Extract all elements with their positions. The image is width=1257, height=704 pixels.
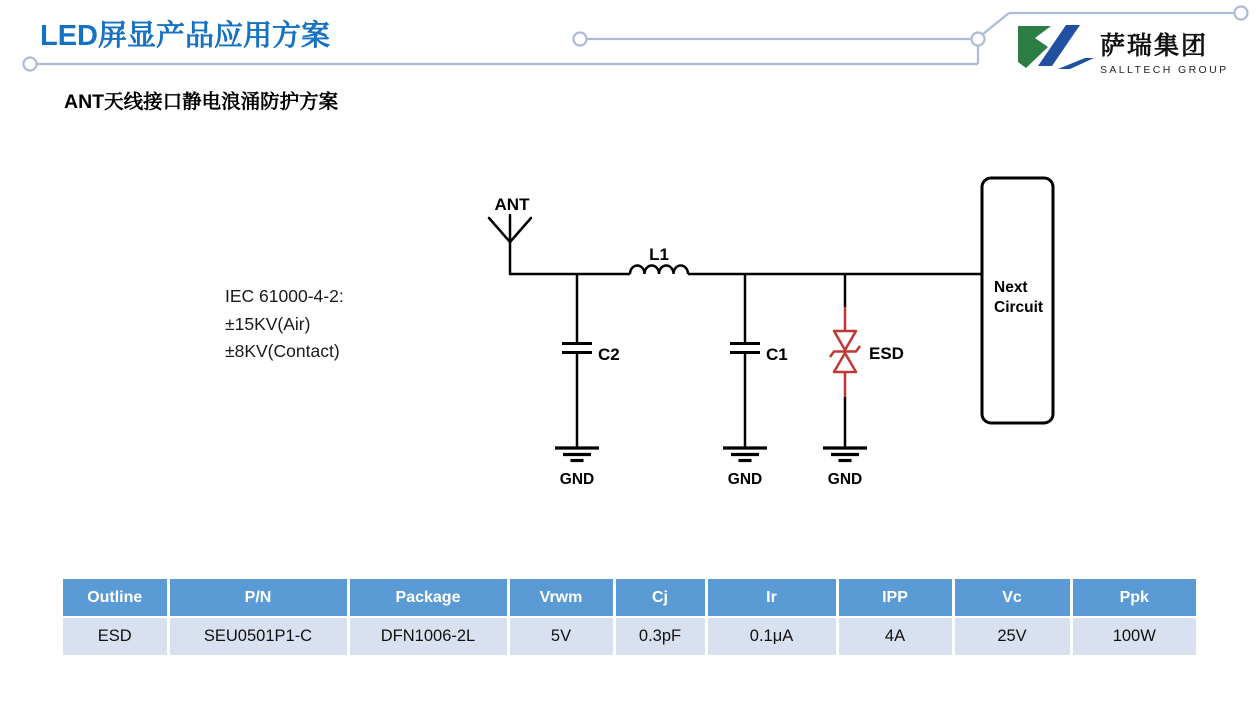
esd-tvs-diode-icon [830,274,860,448]
iec-note-line2: ±15KV(Air) [225,313,311,334]
col-header-vc: Vc [953,579,1071,617]
cell-outline: ESD [63,617,168,655]
cell-ppk: 100W [1071,617,1196,655]
iec-note-line1: IEC 61000-4-2: [225,286,344,306]
col-header-outline: Outline [63,579,168,617]
next-circuit-label-line2: Circuit [994,299,1044,316]
cell-package: DFN1006-2L [348,617,508,655]
inductor-coil-icon [630,266,688,275]
cap1-label: C1 [766,345,788,364]
antenna-icon [489,215,531,274]
col-header-cj: Cj [614,579,706,617]
capacitor-c2-icon [562,274,592,448]
col-header-pn: P/N [168,579,348,617]
cell-vc: 25V [953,617,1071,655]
col-header-package: Package [348,579,508,617]
signal-line [510,266,982,275]
next-circuit-label-line1: Next [994,279,1028,296]
gnd2-label: GND [727,471,763,488]
spec-table-header-row [63,579,1196,617]
col-header-ppk: Ppk [1071,579,1196,617]
esd-label: ESD [869,344,904,363]
cell-ir: 0.1μA [706,617,837,655]
spec-table-data-row [63,617,1196,655]
cell-cj: 0.3pF [614,617,706,655]
cell-ipp: 4A [837,617,953,655]
company-name-cn: 萨瑞集团 [1100,32,1209,60]
gnd3-label: GND [827,471,863,488]
iec-note-line3: ±8KV(Contact) [225,341,340,361]
col-header-ir: Ir [706,579,837,617]
page-title: LED屏显产品应用方案 [40,20,331,52]
section-subtitle: ANT天线接口静电浪涌防护方案 [64,91,339,113]
cell-vrwm: 5V [508,617,614,655]
cap2-label: C2 [598,345,620,364]
ground-icon-2 [723,448,767,461]
gnd1-label: GND [559,471,595,488]
cell-pn: SEU0501P1-C [168,617,348,655]
spec-table [63,579,1196,655]
ground-icon-3 [823,448,867,461]
col-header-vrwm: Vrwm [508,579,614,617]
inductor-label: L1 [649,245,669,264]
ant-label: ANT [494,195,530,214]
capacitor-c1-icon [730,274,760,448]
company-name-en: SALLTECH GROUP [1100,64,1229,76]
ground-icon-1 [555,448,599,461]
col-header-ipp: IPP [837,579,953,617]
